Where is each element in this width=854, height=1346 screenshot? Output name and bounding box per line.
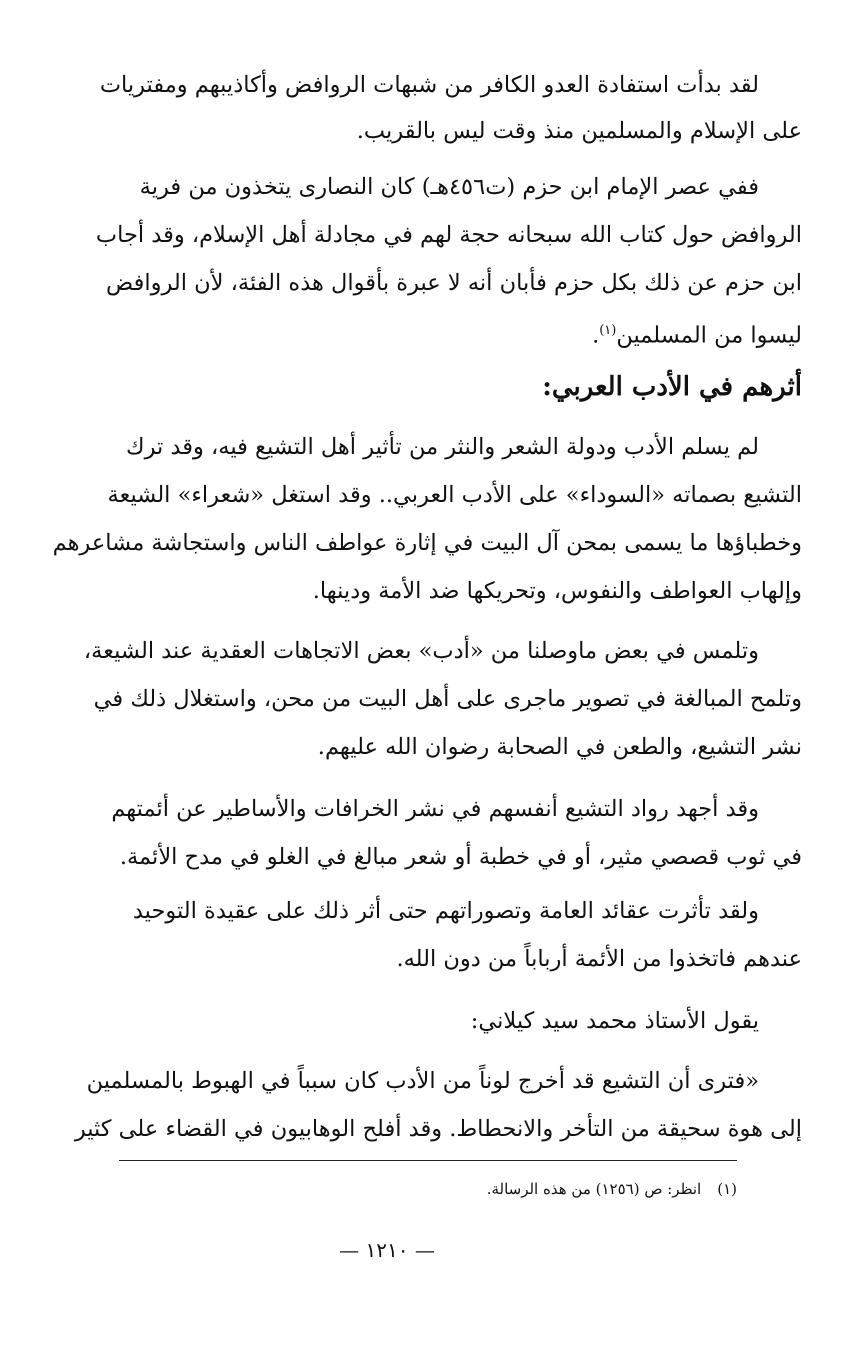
paragraph-1-line-1: لقد بدأت استفادة العدو الكافر من شبهات الروافض وأكاذيبهم ومفتريات (99, 72, 759, 98)
paragraph-8-line-1: «فترى أن التشيع قد أخرج لوناً من الأدب كان سبباً في الهبوط بالمسلمين (86, 1068, 759, 1094)
paragraph-4-line-2: وتلمح المبالغة في تصوير ماجرى على أهل البيت من محن، واستغلال ذلك في (93, 686, 802, 712)
paragraph-2-line-2: الروافض حول كتاب الله سبحانه حجة لهم في مجادلة أهل الإسلام، وقد أجاب (95, 222, 802, 248)
footnote (487, 1175, 737, 1203)
paragraph-2-line-4 (592, 308, 802, 354)
paragraph-4-line-1: وتلمس في بعض ماوصلنا من «أدب» بعض الاتجاهات العقدية عند الشيعة، (83, 638, 759, 664)
paragraph-8-line-2: إلى هوة سحيقة من التأخر والانحطاط. وقد أفلح الوهابيون في القضاء على كثير (74, 1116, 802, 1142)
paragraph-3-line-2: التشيع بصماته «السوداء» على الأدب العربي.. وقد استغل «شعراء» الشيعة (107, 482, 802, 508)
paragraph-4-line-3: نشر التشيع، والطعن في الصحابة رضوان الله عليهم. (317, 734, 802, 760)
paragraph-2-line-3: ابن حزم عن ذلك بكل حزم فأبان أنه لا عبرة بأقوال هذه الفئة، لأن الروافض (106, 270, 802, 296)
paragraph-3-line-3: وخطباؤها ما يسمى بمحن آل البيت في إثارة عواطف الناس واستجاشة مشاعرهم (52, 530, 802, 556)
paragraph-7-line-1: يقول الأستاذ محمد سيد كيلاني: (470, 1008, 759, 1034)
section-heading: أثرهم في الأدب العربي: (542, 372, 802, 402)
footnote-number: (١) (717, 1180, 737, 1198)
footnote-reference: (١) (599, 323, 617, 338)
paragraph-5-line-1: وقد أجهد رواد التشيع أنفسهم في نشر الخرافات والأساطير عن أئمتهم (111, 796, 759, 822)
paragraph-2-end-mark: . (592, 322, 600, 349)
paragraph-6-line-1: ولقد تأثرت عقائد العامة وتصوراتهم حتى أثر ذلك على عقيدة التوحيد (132, 898, 759, 924)
page-number: — ١٢١٠ — (339, 1238, 435, 1262)
paragraph-3-line-4: وإلهاب العواطف والنفوس، وتحريكها ضد الأمة ودينها. (312, 578, 802, 604)
paragraph-3-line-1: لم يسلم الأدب ودولة الشعر والنثر من تأثير أهل التشيع فيه، وقد ترك (126, 434, 759, 460)
footnote-separator (119, 1160, 737, 1161)
paragraph-2-line-4-text: ليسوا من المسلمين (616, 322, 802, 349)
paragraph-2-line-1: ففي عصر الإمام ابن حزم (ت٤٥٦هـ) كان النصارى يتخذون من فرية (139, 174, 759, 200)
paragraph-1-line-2: على الإسلام والمسلمين منذ وقت ليس بالقريب. (356, 118, 802, 144)
footnote-text: انظر: ص (١٢٥٦) من هذه الرسالة. (486, 1180, 702, 1198)
paragraph-6-line-2: عندهم فاتخذوا من الأئمة أرباباً من دون الله. (396, 946, 802, 972)
paragraph-5-line-2: في ثوب قصصي مثير، أو في خطبة أو شعر مبالغ في الغلو في مدح الأئمة. (119, 844, 802, 870)
